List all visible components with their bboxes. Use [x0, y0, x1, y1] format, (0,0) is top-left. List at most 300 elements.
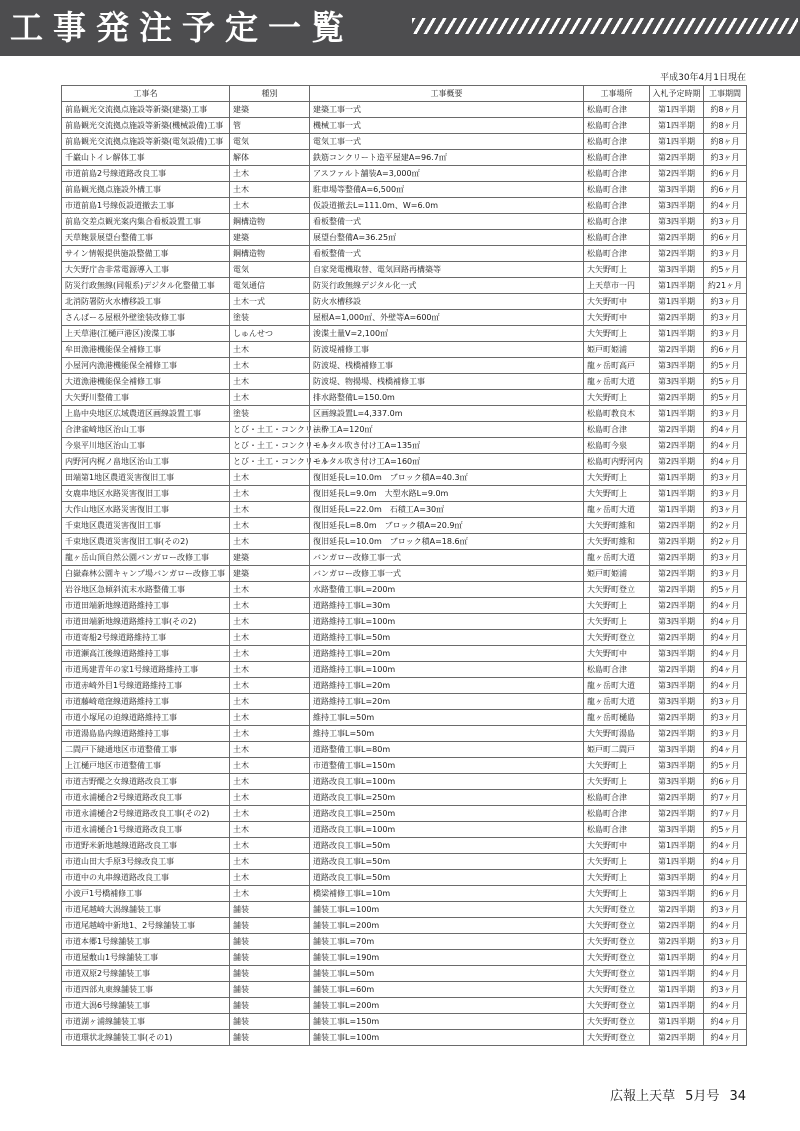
table-row	[62, 310, 747, 326]
table-row	[62, 198, 747, 214]
cell-duration: 約6ヶ月	[704, 230, 747, 246]
cell-duration: 約7ヶ月	[704, 806, 747, 822]
cell-category: とび・土工・コンクリート	[230, 454, 310, 470]
cell-location: 大矢野町中	[584, 646, 650, 662]
cell-location: 松島町合津	[584, 662, 650, 678]
cell-category: 舗装	[230, 934, 310, 950]
cell-work-name: 前島観光交流拠点施設等新築(電気設備)工事	[62, 134, 230, 150]
cell-summary: 道路改良工事L=250m	[310, 790, 584, 806]
cell-location: 大矢野町上	[584, 614, 650, 630]
cell-bid-period: 第2四半期	[650, 598, 704, 614]
cell-location: 松島町今泉	[584, 438, 650, 454]
cell-category: 土木	[230, 614, 310, 630]
cell-category: 舗装	[230, 1030, 310, 1046]
cell-duration: 約3ヶ月	[704, 566, 747, 582]
table-row	[62, 406, 747, 422]
cell-duration: 約2ヶ月	[704, 534, 747, 550]
cell-bid-period: 第1四半期	[650, 294, 704, 310]
cell-duration: 約3ヶ月	[704, 150, 747, 166]
cell-work-name: 天草飽景展望台整備工事	[62, 230, 230, 246]
cell-bid-period: 第2四半期	[650, 230, 704, 246]
cell-summary: 鉄筋コンクリート造平屋建A=96.7㎡	[310, 150, 584, 166]
cell-work-name: 市道永浦樋合1号線道路改良工事	[62, 822, 230, 838]
table-row	[62, 566, 747, 582]
cell-duration: 約5ヶ月	[704, 582, 747, 598]
cell-summary: 舗装工事L=200m	[310, 998, 584, 1014]
cell-summary: 舗装工事L=60m	[310, 982, 584, 998]
cell-summary: モルタル吹き付け工A=160㎡	[310, 454, 584, 470]
table-row	[62, 918, 747, 934]
cell-summary: 道路整備工事L=80m	[310, 742, 584, 758]
cell-summary: バンガロー改修工事一式	[310, 566, 584, 582]
cell-location: 龍ヶ岳町樋島	[584, 710, 650, 726]
cell-duration: 約3ヶ月	[704, 934, 747, 950]
cell-category: 土木	[230, 518, 310, 534]
cell-duration: 約4ヶ月	[704, 422, 747, 438]
table-row	[62, 838, 747, 854]
cell-bid-period: 第2四半期	[650, 342, 704, 358]
cell-location: 松島町合津	[584, 246, 650, 262]
cell-work-name: 北消防署防火水槽移設工事	[62, 294, 230, 310]
cell-location: 松島町合津	[584, 822, 650, 838]
cell-bid-period: 第1四半期	[650, 470, 704, 486]
cell-work-name: 市道馬建青年の家1号線道路維持工事	[62, 662, 230, 678]
cell-category: 舗装	[230, 1014, 310, 1030]
table-row	[62, 870, 747, 886]
cell-summary: 道路改良工事L=250m	[310, 806, 584, 822]
table-row	[62, 742, 747, 758]
cell-category: 舗装	[230, 950, 310, 966]
cell-duration: 約4ヶ月	[704, 198, 747, 214]
table-row	[62, 1014, 747, 1030]
as-of-date: 平成30年4月1日現在	[660, 73, 746, 83]
cell-category: 建築	[230, 550, 310, 566]
cell-bid-period: 第1四半期	[650, 854, 704, 870]
cell-location: 松島町教良木	[584, 406, 650, 422]
cell-summary: 屋根A=1,000㎡、外壁等A=600㎡	[310, 310, 584, 326]
cell-duration: 約4ヶ月	[704, 838, 747, 854]
cell-bid-period: 第3四半期	[650, 374, 704, 390]
cell-work-name: 今泉平川地区治山工事	[62, 438, 230, 454]
cell-work-name: 市道田端新地線道路維持工事(その2)	[62, 614, 230, 630]
cell-work-name: 防災行政無線(同報系)デジタル化整備工事	[62, 278, 230, 294]
cell-duration: 約4ヶ月	[704, 1030, 747, 1046]
cell-location: 大矢野町上	[584, 326, 650, 342]
cell-bid-period: 第1四半期	[650, 486, 704, 502]
cell-work-name: 前島交差点観光案内集合看板設置工事	[62, 214, 230, 230]
cell-bid-period: 第2四半期	[650, 534, 704, 550]
cell-work-name: 小屋河内漁港機能保全補修工事	[62, 358, 230, 374]
cell-bid-period: 第2四半期	[650, 518, 704, 534]
cell-location: 大矢野町湯島	[584, 726, 650, 742]
table-row	[62, 694, 747, 710]
cell-work-name: 前島観光交流拠点施設等新築(機械設備)工事	[62, 118, 230, 134]
cell-bid-period: 第2四半期	[650, 422, 704, 438]
table-row	[62, 278, 747, 294]
cell-category: とび・土工・コンクリート	[230, 438, 310, 454]
cell-work-name: 市道環状北線舗装工事(その1)	[62, 1030, 230, 1046]
table-row	[62, 262, 747, 278]
cell-work-name: 市道田端新地線道路維持工事	[62, 598, 230, 614]
cell-work-name: 龍ヶ岳山頂自然公園バンガロー改修工事	[62, 550, 230, 566]
table-row	[62, 966, 747, 982]
cell-work-name: 市道瀬高江後線道路維持工事	[62, 646, 230, 662]
cell-summary: 舗装工事L=200m	[310, 918, 584, 934]
cell-summary: 維持工事L=50m	[310, 710, 584, 726]
cell-bid-period: 第1四半期	[650, 102, 704, 118]
cell-duration: 約4ヶ月	[704, 438, 747, 454]
cell-duration: 約3ヶ月	[704, 470, 747, 486]
cell-work-name: 千巌山トイレ解体工事	[62, 150, 230, 166]
cell-duration: 約6ヶ月	[704, 342, 747, 358]
cell-duration: 約4ヶ月	[704, 998, 747, 1014]
cell-summary: バンガロー改修工事一式	[310, 550, 584, 566]
cell-work-name: 市道前島2号線道路改良工事	[62, 166, 230, 182]
table-row	[62, 614, 747, 630]
cell-duration: 約3ヶ月	[704, 294, 747, 310]
table-row	[62, 934, 747, 950]
table-row	[62, 822, 747, 838]
cell-location: 大矢野町登立	[584, 950, 650, 966]
table-row	[62, 854, 747, 870]
cell-bid-period: 第3四半期	[650, 678, 704, 694]
cell-bid-period: 第1四半期	[650, 134, 704, 150]
table-row	[62, 902, 747, 918]
cell-category: 土木	[230, 662, 310, 678]
cell-work-name: 田端第1地区農道災害復旧工事	[62, 470, 230, 486]
cell-location: 大矢野町登立	[584, 918, 650, 934]
cell-bid-period: 第2四半期	[650, 902, 704, 918]
cell-bid-period: 第1四半期	[650, 1014, 704, 1030]
cell-summary: 橋梁補修工事L=10m	[310, 886, 584, 902]
cell-bid-period: 第2四半期	[650, 438, 704, 454]
cell-summary: 復旧延長L=10.0m ブロック積A=40.3㎡	[310, 470, 584, 486]
cell-summary: 道路改良工事L=50m	[310, 870, 584, 886]
cell-work-name: 市道本郷1号線舗装工事	[62, 934, 230, 950]
cell-bid-period: 第3四半期	[650, 358, 704, 374]
table-row	[62, 1030, 747, 1046]
cell-summary: 道路改良工事L=100m	[310, 774, 584, 790]
cell-duration: 約4ヶ月	[704, 966, 747, 982]
cell-bid-period: 第1四半期	[650, 838, 704, 854]
cell-work-name: 二間戸下縫通地区市道整備工事	[62, 742, 230, 758]
cell-category: 電気	[230, 134, 310, 150]
cell-bid-period: 第1四半期	[650, 326, 704, 342]
cell-work-name: 市道吉野醍之女線道路改良工事	[62, 774, 230, 790]
cell-category: 土木	[230, 470, 310, 486]
table-row	[62, 374, 747, 390]
cell-summary: 道路維持工事L=30m	[310, 598, 584, 614]
cell-bid-period: 第3四半期	[650, 646, 704, 662]
cell-category: 舗装	[230, 982, 310, 998]
cell-location: 姫戸町姫浦	[584, 566, 650, 582]
cell-bid-period: 第2四半期	[650, 726, 704, 742]
cell-location: 松島町合津	[584, 790, 650, 806]
cell-work-name: 市道前島1号線仮設道撤去工事	[62, 198, 230, 214]
cell-category: 土木	[230, 486, 310, 502]
cell-summary: 道路改良工事L=50m	[310, 838, 584, 854]
cell-duration: 約8ヶ月	[704, 134, 747, 150]
table-row	[62, 582, 747, 598]
cell-duration: 約5ヶ月	[704, 374, 747, 390]
table-row	[62, 886, 747, 902]
cell-summary: 市道整備工事L=150m	[310, 758, 584, 774]
cell-duration: 約3ヶ月	[704, 902, 747, 918]
cell-category: 土木	[230, 726, 310, 742]
cell-bid-period: 第3四半期	[650, 886, 704, 902]
cell-category: 土木一式	[230, 294, 310, 310]
cell-category: 土木	[230, 742, 310, 758]
cell-work-name: サイン情報提供施設整備工事	[62, 246, 230, 262]
cell-bid-period: 第3四半期	[650, 614, 704, 630]
cell-duration: 約5ヶ月	[704, 358, 747, 374]
cell-duration: 約3ヶ月	[704, 326, 747, 342]
table-row	[62, 102, 747, 118]
cell-summary: 道路改良工事L=50m	[310, 854, 584, 870]
cell-bid-period: 第1四半期	[650, 502, 704, 518]
cell-duration: 約8ヶ月	[704, 102, 747, 118]
page-title: 工事発注予定一覧	[10, 8, 354, 47]
cell-bid-period: 第1四半期	[650, 278, 704, 294]
cell-location: 大矢野町中	[584, 310, 650, 326]
cell-category: 舗装	[230, 966, 310, 982]
cell-summary: 維持工事L=50m	[310, 726, 584, 742]
cell-category: 鋼構造物	[230, 246, 310, 262]
cell-location: 上天草市一円	[584, 278, 650, 294]
cell-bid-period: 第2四半期	[650, 918, 704, 934]
cell-location: 大矢野町中	[584, 294, 650, 310]
cell-bid-period: 第1四半期	[650, 982, 704, 998]
cell-location: 松島町合津	[584, 214, 650, 230]
cell-category: 舗装	[230, 998, 310, 1014]
cell-bid-period: 第2四半期	[650, 662, 704, 678]
cell-duration: 約4ヶ月	[704, 854, 747, 870]
cell-summary: 防波堤、桟橋補修工事	[310, 358, 584, 374]
cell-duration: 約4ヶ月	[704, 614, 747, 630]
cell-category: 土木	[230, 390, 310, 406]
table-row	[62, 246, 747, 262]
cell-location: 大矢野町登立	[584, 582, 650, 598]
cell-location: 龍ヶ岳町大道	[584, 550, 650, 566]
cell-work-name: 市道尾越崎大潟線舗装工事	[62, 902, 230, 918]
cell-summary: 自家発電機取替、電気回路再構築等	[310, 262, 584, 278]
cell-category: 土木	[230, 806, 310, 822]
cell-work-name: 市道尾越崎中新地1、2号線舗装工事	[62, 918, 230, 934]
issue-label: 5月号	[685, 1089, 720, 1104]
cell-duration: 約4ヶ月	[704, 678, 747, 694]
table-row	[62, 342, 747, 358]
cell-work-name: 市道野米新地越線道路改良工事	[62, 838, 230, 854]
cell-location: 松島町合津	[584, 150, 650, 166]
cell-bid-period: 第1四半期	[650, 998, 704, 1014]
cell-bid-period: 第2四半期	[650, 934, 704, 950]
cell-category: 鋼構造物	[230, 214, 310, 230]
cell-work-name: 上江樋戸地区市道整備工事	[62, 758, 230, 774]
cell-summary: 舗装工事L=50m	[310, 966, 584, 982]
cell-bid-period: 第3四半期	[650, 694, 704, 710]
cell-summary: 防波堤補修工事	[310, 342, 584, 358]
cell-duration: 約4ヶ月	[704, 454, 747, 470]
table-row	[62, 230, 747, 246]
cell-location: 大矢野町登立	[584, 1030, 650, 1046]
cell-location: 松島町合津	[584, 230, 650, 246]
cell-summary: 道路維持工事L=100m	[310, 662, 584, 678]
table-row	[62, 950, 747, 966]
cell-category: 舗装	[230, 918, 310, 934]
cell-work-name: 小波戸1号橋補修工事	[62, 886, 230, 902]
cell-category: 管	[230, 118, 310, 134]
header-duration: 工事期間	[704, 86, 747, 102]
cell-summary: 復旧延長L=8.0m ブロック積A=20.9㎡	[310, 518, 584, 534]
cell-location: 姫戸町姫浦	[584, 342, 650, 358]
cell-duration: 約4ヶ月	[704, 662, 747, 678]
cell-summary: 防波堤、物揚場、桟橋補修工事	[310, 374, 584, 390]
construction-schedule-table	[61, 85, 747, 1046]
cell-work-name: 合津雀崎地区治山工事	[62, 422, 230, 438]
cell-summary: 仮設道撤去L=111.0m、W=6.0m	[310, 198, 584, 214]
table-row	[62, 214, 747, 230]
cell-summary: モルタル吹き付け工A=135㎡	[310, 438, 584, 454]
cell-category: 電気	[230, 262, 310, 278]
cell-work-name: 市道双原2号線舗装工事	[62, 966, 230, 982]
cell-location: 大矢野町登立	[584, 934, 650, 950]
cell-summary: 舗装工事L=150m	[310, 1014, 584, 1030]
cell-duration: 約4ヶ月	[704, 870, 747, 886]
cell-summary: 看板整備一式	[310, 214, 584, 230]
cell-summary: 区画線設置L=4,337.0m	[310, 406, 584, 422]
cell-duration: 約8ヶ月	[704, 118, 747, 134]
cell-duration: 約3ヶ月	[704, 726, 747, 742]
cell-bid-period: 第3四半期	[650, 822, 704, 838]
cell-location: 大矢野町上	[584, 470, 650, 486]
cell-work-name: さんぱーる屋根外壁塗装改修工事	[62, 310, 230, 326]
table-row	[62, 166, 747, 182]
cell-bid-period: 第1四半期	[650, 950, 704, 966]
cell-summary: 展望台整備A=36.25㎡	[310, 230, 584, 246]
cell-work-name: 千束地区農道災害復旧工事	[62, 518, 230, 534]
cell-location: 松島町合津	[584, 102, 650, 118]
cell-category: 土木	[230, 374, 310, 390]
cell-work-name: 市道屋敷山1号線舗装工事	[62, 950, 230, 966]
cell-summary: アスファルト舗装A=3,000㎡	[310, 166, 584, 182]
cell-bid-period: 第2四半期	[650, 246, 704, 262]
table-row	[62, 678, 747, 694]
cell-location: 松島町合津	[584, 134, 650, 150]
cell-work-name: 市道湖ヶ浦線舗装工事	[62, 1014, 230, 1030]
cell-location: 松島町内野河内	[584, 454, 650, 470]
cell-location: 大矢野町登立	[584, 630, 650, 646]
cell-work-name: 大道漁港機能保全補修工事	[62, 374, 230, 390]
table-row	[62, 806, 747, 822]
cell-bid-period: 第2四半期	[650, 790, 704, 806]
cell-category: 土木	[230, 870, 310, 886]
cell-location: 龍ヶ岳町大道	[584, 678, 650, 694]
cell-category: 土木	[230, 598, 310, 614]
cell-summary: 防災行政無線デジタル化一式	[310, 278, 584, 294]
cell-work-name: 市道山田大手原3号線改良工事	[62, 854, 230, 870]
cell-work-name: 市道湯島島内線道路維持工事	[62, 726, 230, 742]
cell-duration: 約5ヶ月	[704, 390, 747, 406]
table-row	[62, 502, 747, 518]
cell-category: 建築	[230, 102, 310, 118]
header-banner	[0, 0, 800, 56]
cell-location: 松島町合津	[584, 182, 650, 198]
table-row	[62, 390, 747, 406]
cell-work-name: 市道藤崎竜窪線道路維持工事	[62, 694, 230, 710]
cell-category: 土木	[230, 678, 310, 694]
cell-location: 大矢野町登立	[584, 998, 650, 1014]
cell-work-name: 市道赤崎外目1号線道路維持工事	[62, 678, 230, 694]
cell-summary: 水路整備工事L=200m	[310, 582, 584, 598]
cell-duration: 約6ヶ月	[704, 886, 747, 902]
cell-location: 龍ヶ岳町大道	[584, 502, 650, 518]
cell-location: 松島町合津	[584, 198, 650, 214]
cell-category: 土木	[230, 342, 310, 358]
cell-bid-period: 第3四半期	[650, 198, 704, 214]
cell-location: 龍ヶ岳町高戸	[584, 358, 650, 374]
table-row	[62, 470, 747, 486]
table-row	[62, 358, 747, 374]
cell-category: 塗装	[230, 406, 310, 422]
cell-duration: 約4ヶ月	[704, 630, 747, 646]
table-row	[62, 646, 747, 662]
cell-category: 土木	[230, 502, 310, 518]
cell-category: 土木	[230, 630, 310, 646]
table-row	[62, 486, 747, 502]
cell-location: 大矢野町上	[584, 262, 650, 278]
cell-summary: 防火水槽移設	[310, 294, 584, 310]
cell-bid-period: 第3四半期	[650, 214, 704, 230]
cell-work-name: 岩谷地区急傾斜流末水路整備工事	[62, 582, 230, 598]
cell-category: 建築	[230, 566, 310, 582]
cell-location: 松島町合津	[584, 118, 650, 134]
header-location: 工事場所	[584, 86, 650, 102]
cell-category: 舗装	[230, 902, 310, 918]
table-row	[62, 134, 747, 150]
cell-location: 大矢野町登立	[584, 966, 650, 982]
cell-bid-period: 第2四半期	[650, 166, 704, 182]
cell-bid-period: 第2四半期	[650, 1030, 704, 1046]
page-footer	[600, 1088, 746, 1106]
cell-duration: 約4ヶ月	[704, 646, 747, 662]
header-category: 種別	[230, 86, 310, 102]
cell-bid-period: 第3四半期	[650, 262, 704, 278]
cell-summary: 看板整備一式	[310, 246, 584, 262]
cell-duration: 約3ヶ月	[704, 406, 747, 422]
cell-bid-period: 第1四半期	[650, 966, 704, 982]
cell-location: 大矢野町上	[584, 390, 650, 406]
table-row	[62, 550, 747, 566]
table-row	[62, 598, 747, 614]
cell-location: 大矢野町登立	[584, 982, 650, 998]
cell-duration: 約4ヶ月	[704, 742, 747, 758]
cell-summary: 道路維持工事L=20m	[310, 694, 584, 710]
cell-work-name: 女鹿串地区水路災害復旧工事	[62, 486, 230, 502]
cell-summary: 道路維持工事L=50m	[310, 630, 584, 646]
cell-category: 塗装	[230, 310, 310, 326]
cell-duration: 約5ヶ月	[704, 262, 747, 278]
cell-category: 土木	[230, 886, 310, 902]
cell-duration: 約6ヶ月	[704, 166, 747, 182]
cell-location: 龍ヶ岳町大道	[584, 694, 650, 710]
cell-bid-period: 第3四半期	[650, 870, 704, 886]
cell-bid-period: 第2四半期	[650, 566, 704, 582]
cell-location: 大矢野町維和	[584, 518, 650, 534]
cell-work-name: 市道小塚尾の迫線道路維持工事	[62, 710, 230, 726]
cell-bid-period: 第2四半期	[650, 454, 704, 470]
cell-duration: 約3ヶ月	[704, 310, 747, 326]
cell-bid-period: 第2四半期	[650, 710, 704, 726]
